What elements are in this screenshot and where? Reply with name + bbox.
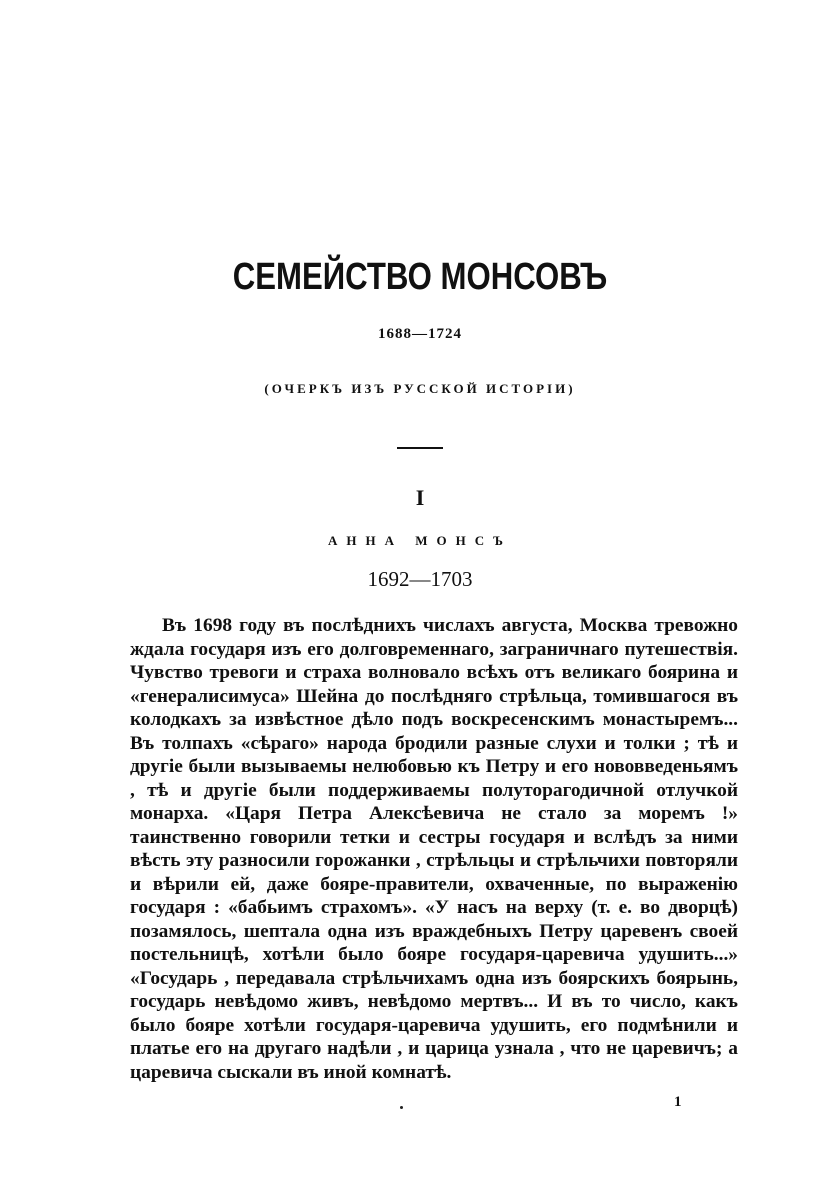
body-paragraph: Въ 1698 году въ послѣднихъ числахъ августа, Москва тревожно ждала государя изъ его долговременнаго, заграничнаго путешествія. Чувство тревоги и страха волновало всѣхъ отъ великаго боярина и «генералисимуса» Шейна до послѣдняго стрѣльца, томившагося въ колодкахъ за извѣстное дѣло подъ воскресенскимъ монастыремъ... Въ толпахъ «сѣраго» народа бродили разные слухи и толки ; тѣ и другіе были вызываемы нелюбовью къ Петру и его нововведеньямъ , тѣ и другіе были поддерживаемы полуторагодичной отлучкой монарха. «Царя Петра Алексѣевича не стало за моремъ !» таинственно говорили тетки и сестры государя и вслѣдъ за ними вѣсть эту разносили горожанки , стрѣльцы и стрѣльчихи повторяли и вѣрили ей, даже бояре-правители, охваченные, по выраженію государя : «бабьимъ страхомъ». «У насъ на верху (т. е. во дворцѣ) позамялось, шептала одна изъ враждебныхъ Петру царевенъ своей постельницѣ, хотѣли было бояре государя-царевича удушить...» «Государь , передавала стрѣльчихамъ одна изъ боярскихъ боярынь, государь невѣдомо живъ, невѣдомо мертвъ... И въ то число, какъ было бояре хотѣли государя-царевича удушить, его подмѣнили и платье его на другаго надѣли , и царица узнала , что не царевичъ; а царевича сыскали въ иной комнатѣ. <box>130 615 738 1083</box>
title-dates: 1688—1724 <box>378 326 462 342</box>
subtitle: (ОЧЕРКЪ ИЗЪ РУССКОЙ ИСТОРІИ) <box>264 381 576 396</box>
chapter-number: I <box>415 485 425 510</box>
page-title: СЕМЕЙСТВО МОНСОВЪ <box>232 256 608 298</box>
page-number: 1 <box>674 1094 682 1110</box>
divider-rule <box>397 447 443 449</box>
chapter-dates: 1692—1703 <box>367 567 473 591</box>
chapter-title: АННА МОНСЪ <box>328 533 512 548</box>
print-speck <box>400 1106 403 1109</box>
